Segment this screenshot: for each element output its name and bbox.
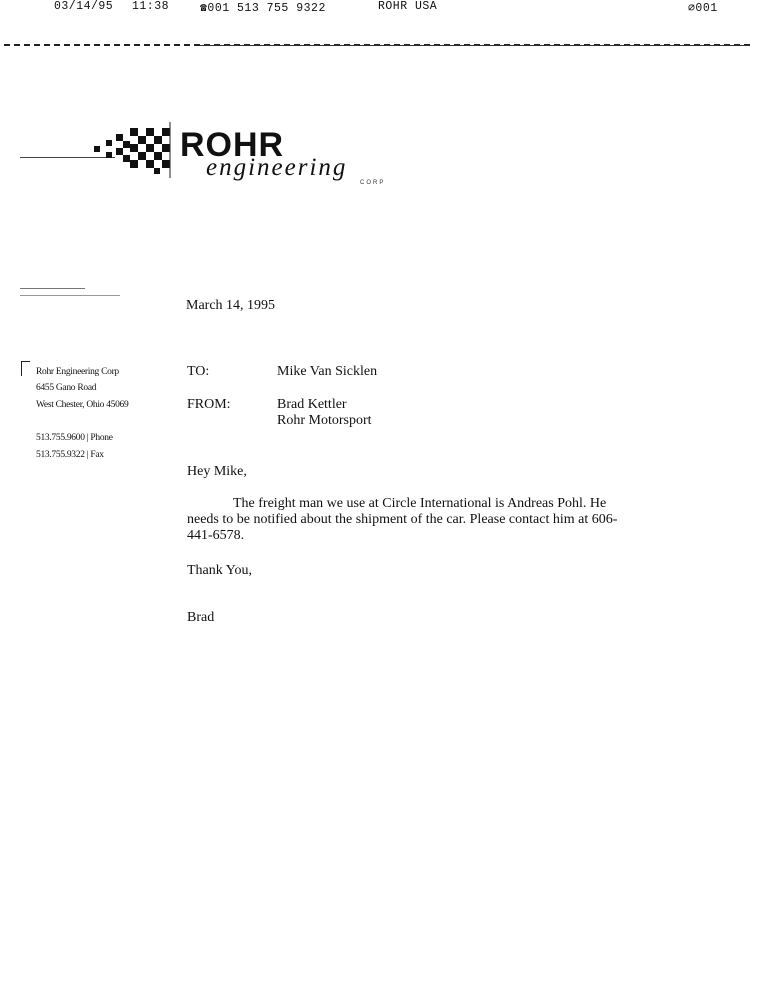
- company-name: Rohr Engineering Corp: [36, 367, 119, 377]
- to-label: TO:: [187, 364, 210, 379]
- from-name: Brad Kettler: [277, 397, 347, 412]
- sidebar-bracket: [21, 361, 30, 376]
- fax-time: 11:38: [132, 0, 170, 13]
- company-street: 6455 Gano Road: [36, 383, 97, 393]
- logo-suffix: CORP: [360, 180, 386, 186]
- fax-header-rule-solid: [200, 45, 750, 46]
- left-rule-2: [20, 295, 120, 296]
- greeting: Hey Mike,: [187, 464, 247, 479]
- left-rule-1: [20, 288, 85, 289]
- company-fax: 513.755.9322 | Fax: [36, 450, 104, 460]
- from-organization: Rohr Motorsport: [277, 413, 372, 428]
- fax-phone: ☎001 513 755 9322: [200, 2, 326, 15]
- to-value: Mike Van Sicklen: [277, 364, 378, 379]
- fax-header: [0, 0, 771, 14]
- logo-script: engineering: [206, 154, 348, 181]
- from-label: FROM:: [187, 397, 231, 412]
- body-line: 441-6578.: [187, 528, 245, 543]
- letter-date: March 14, 1995: [186, 298, 276, 313]
- body-line: The freight man we use at Circle International is Andreas Pohl. He: [233, 496, 607, 511]
- fax-page-number: ∅001: [688, 2, 718, 15]
- fax-sender: ROHR USA: [378, 0, 438, 13]
- closing: Thank You,: [187, 563, 252, 578]
- fax-date: 03/14/95: [54, 0, 114, 13]
- body-line: needs to be notified about the shipment of the car. Please contact him at 606-: [187, 512, 618, 527]
- signature: Brad: [187, 610, 215, 625]
- company-phone: 513.755.9600 | Phone: [36, 433, 113, 443]
- rohr-engineering-logo: [20, 118, 420, 198]
- logo-wordmark: ROHR: [180, 126, 285, 164]
- company-city: West Chester, Ohio 45069: [36, 400, 129, 410]
